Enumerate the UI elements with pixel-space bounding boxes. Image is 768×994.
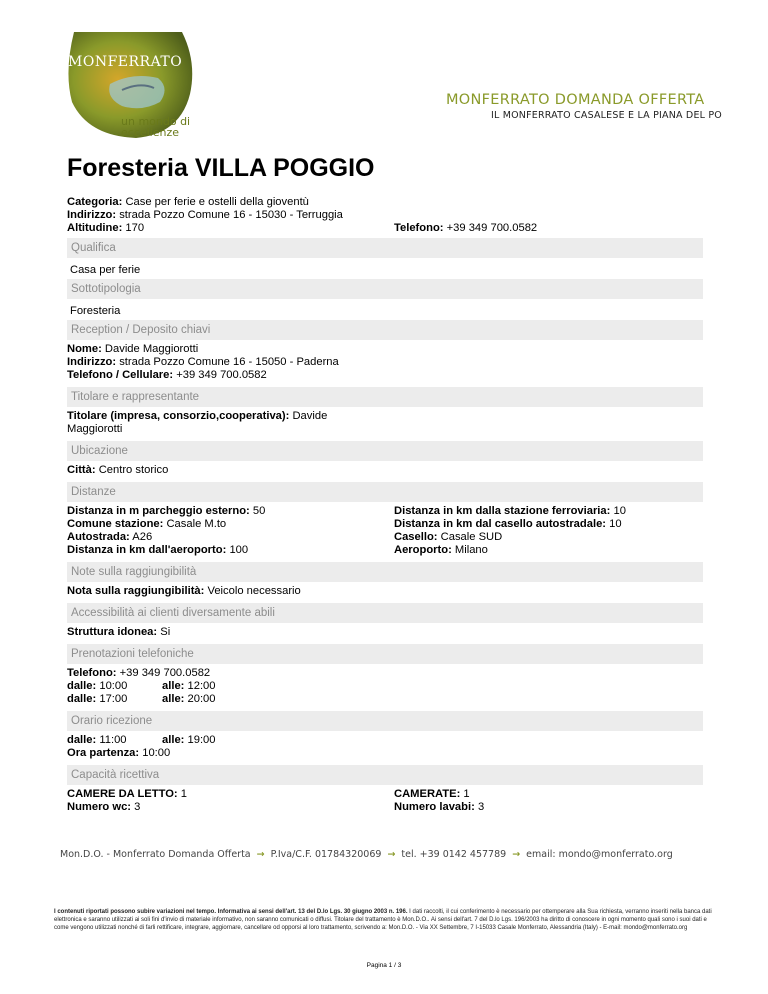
stazione-value: 10 bbox=[613, 505, 626, 517]
titolare-label: Titolare (impresa, consorzio,cooperativa): bbox=[67, 410, 290, 422]
reception-nome-value: Davide Maggiorotti bbox=[104, 343, 199, 355]
aeroporto-km-label: Distanza in km dall'aeroporto: bbox=[67, 544, 227, 556]
autostrada-row bbox=[67, 531, 152, 545]
indirizzo-value: strada Pozzo Comune 16 - 15030 - Terruggia bbox=[119, 209, 343, 221]
note-row bbox=[67, 585, 301, 599]
slot2-to: 20:00 bbox=[187, 693, 216, 705]
categoria-row bbox=[67, 196, 309, 210]
camerate-label: CAMERATE: bbox=[394, 788, 461, 800]
page-number: Pagina 1 / 3 bbox=[366, 962, 402, 969]
wc-value: 3 bbox=[134, 801, 141, 813]
telefono-row bbox=[394, 222, 537, 236]
reception-nome-row bbox=[67, 343, 198, 357]
orario-dalle-label: dalle: bbox=[67, 734, 97, 746]
casello-km-row bbox=[394, 518, 622, 532]
titolare-value-last: Maggiorotti bbox=[67, 423, 123, 435]
telefono-value: +39 349 700.0582 bbox=[446, 222, 538, 234]
autostrada-value: A26 bbox=[132, 531, 153, 543]
footer-tel: tel. +39 0142 457789 bbox=[401, 849, 507, 860]
prenotazioni-telefono-label: Telefono: bbox=[67, 667, 117, 679]
parcheggio-label: Distanza in m parcheggio esterno: bbox=[67, 505, 250, 517]
reception-indirizzo-row bbox=[67, 356, 339, 370]
struttura-idonea-value: Si bbox=[160, 626, 171, 638]
alle-label: alle: bbox=[162, 693, 185, 705]
footer-org: Mon.D.O. - Monferrato Domanda Offerta bbox=[60, 849, 251, 860]
camere-row bbox=[67, 788, 187, 802]
categoria-value: Case per ferie e ostelli della gioventù bbox=[125, 196, 309, 208]
footer-piva: P.Iva/C.F. 01784320069 bbox=[270, 849, 382, 860]
orario-dalle-value: 11:00 bbox=[99, 734, 127, 746]
slot1-to-row bbox=[162, 680, 216, 694]
section-ubicazione: Ubicazione bbox=[67, 441, 703, 461]
reception-telefono-value: +39 349 700.0582 bbox=[176, 369, 267, 381]
note-value: Veicolo necessario bbox=[207, 585, 301, 597]
wc-label: Numero wc: bbox=[67, 801, 132, 813]
section-sottotipologia: Sottotipologia bbox=[67, 279, 703, 299]
ubicazione-row bbox=[67, 464, 168, 478]
camerate-value: 1 bbox=[463, 788, 470, 800]
orario-alle-row bbox=[162, 734, 216, 748]
dalle-label: dalle: bbox=[67, 680, 97, 692]
section-qualifica: Qualifica bbox=[67, 238, 703, 258]
aeroporto-row bbox=[394, 544, 488, 558]
comune-stazione-value: Casale M.to bbox=[166, 518, 227, 530]
disclaimer-bold: I contenuti riportati possono subire variazioni nel tempo. Informativa ai sensi dell'art. 13 del D.lo Lgs. 30 giugno 2003 n. 196. bbox=[54, 909, 408, 915]
arrow-icon: → bbox=[387, 849, 396, 860]
orario-dalle-row bbox=[67, 734, 127, 748]
section-capacita: Capacità ricettiva bbox=[67, 765, 703, 785]
section-accessibilita: Accessibilità ai clienti diversamente abili bbox=[67, 603, 703, 623]
aeroporto-km-row bbox=[67, 544, 248, 558]
reception-indirizzo-value: strada Pozzo Comune 16 - 15050 - Paderna bbox=[119, 356, 339, 368]
section-titolare: Titolare e rappresentante bbox=[67, 387, 703, 407]
citta-value: Centro storico bbox=[98, 464, 169, 476]
slot1-to: 12:00 bbox=[187, 680, 216, 692]
titolare-value-first: Davide bbox=[292, 410, 328, 422]
camerate-row bbox=[394, 788, 470, 802]
aeroporto-km-value: 100 bbox=[229, 544, 249, 556]
orario-alle-value: 19:00 bbox=[187, 734, 216, 746]
casello-label: Casello: bbox=[394, 531, 438, 543]
comune-stazione-label: Comune stazione: bbox=[67, 518, 164, 530]
telefono-label: Telefono: bbox=[394, 222, 444, 234]
section-reception: Reception / Deposito chiavi bbox=[67, 320, 703, 340]
page-title: Foresteria VILLA POGGIO bbox=[67, 154, 375, 182]
titolare-row bbox=[67, 410, 327, 424]
partenza-value: 10:00 bbox=[142, 747, 171, 759]
footer-contacts bbox=[60, 849, 673, 860]
qualifica-value: Casa per ferie bbox=[70, 264, 141, 276]
indirizzo-row bbox=[67, 209, 343, 223]
camere-value: 1 bbox=[180, 788, 187, 800]
disclaimer-text: I dati raccolti, il cui conferimento è necessario per ottemperare alla Sua richiesta, verranno inseriti nella banca dati elettronica e saranno utilizzati ai soli fini d'invio di materiale informativo, non saranno comunicati o diffusi. Titolare del trattamento è Mon.D.O.. Ai sensi dell'art. 7 del D.lo Lgs. 196/2003 ha diritto di conoscere in ogni momento quali sono i suoi dati e come vengono utilizzati nonché di farli rettificare, integrare, aggiornare, cancellare od opporsi al loro trattamento, scrivendo a: Mon.D.O. - Via XX Settembre, 7 I-15033 Casale Monferrato, Alessandria (Italy) - E-mail: mondo@monferrato.org bbox=[54, 909, 712, 931]
section-note: Note sulla raggiungibilità bbox=[67, 562, 703, 582]
altitudine-label: Altitudine: bbox=[67, 222, 123, 234]
lavabi-row bbox=[394, 801, 484, 815]
dalle-label: dalle: bbox=[67, 693, 97, 705]
disclaimer bbox=[54, 908, 714, 932]
casello-km-value: 10 bbox=[609, 518, 622, 530]
reception-nome-label: Nome: bbox=[67, 343, 102, 355]
lavabi-value: 3 bbox=[477, 801, 485, 813]
casello-value: Casale SUD bbox=[440, 531, 503, 543]
accessibilita-row bbox=[67, 626, 170, 640]
stazione-row bbox=[394, 505, 626, 519]
slot1-from-row bbox=[67, 680, 127, 694]
footer-email[interactable]: email: mondo@monferrato.org bbox=[526, 849, 673, 860]
logo-tagline: un mondo di eccellenze bbox=[121, 115, 191, 139]
section-orario: Orario ricezione bbox=[67, 711, 703, 731]
parcheggio-value: 50 bbox=[252, 505, 266, 517]
reception-indirizzo-label: Indirizzo: bbox=[67, 356, 117, 368]
wc-row bbox=[67, 801, 140, 815]
partenza-label: Ora partenza: bbox=[67, 747, 140, 759]
slot2-to-row bbox=[162, 693, 216, 707]
autostrada-label: Autostrada: bbox=[67, 531, 130, 543]
lavabi-label: Numero lavabi: bbox=[394, 801, 475, 813]
aeroporto-value: Milano bbox=[454, 544, 488, 556]
arrow-icon: → bbox=[512, 849, 521, 860]
aeroporto-label: Aeroporto: bbox=[394, 544, 452, 556]
logo-wordmark: MONFERRATO bbox=[68, 54, 183, 70]
slot1-from: 10:00 bbox=[99, 680, 128, 692]
indirizzo-label: Indirizzo: bbox=[67, 209, 117, 221]
casello-row bbox=[394, 531, 502, 545]
comune-stazione-row bbox=[67, 518, 226, 532]
arrow-icon: → bbox=[256, 849, 265, 860]
prenotazioni-telefono-row bbox=[67, 667, 210, 681]
sottotipologia-value: Foresteria bbox=[70, 305, 121, 317]
casello-km-label: Distanza in km dal casello autostradale: bbox=[394, 518, 607, 530]
categoria-label: Categoria: bbox=[67, 196, 123, 208]
altitudine-row bbox=[67, 222, 144, 236]
reception-telefono-label: Telefono / Cellulare: bbox=[67, 369, 174, 381]
citta-label: Città: bbox=[67, 464, 96, 476]
section-prenotazioni: Prenotazioni telefoniche bbox=[67, 644, 703, 664]
slot2-from-row bbox=[67, 693, 127, 707]
parcheggio-row bbox=[67, 505, 265, 519]
alle-label: alle: bbox=[162, 680, 185, 692]
brand-subtitle: IL MONFERRATO CASALESE E LA PIANA DEL PO bbox=[491, 110, 722, 121]
slot2-from: 17:00 bbox=[99, 693, 128, 705]
camere-label: CAMERE DA LETTO: bbox=[67, 788, 178, 800]
altitudine-value: 170 bbox=[125, 222, 145, 234]
section-distanze: Distanze bbox=[67, 482, 703, 502]
orario-alle-label: alle: bbox=[162, 734, 185, 746]
partenza-row bbox=[67, 747, 170, 761]
struttura-idonea-label: Struttura idonea: bbox=[67, 626, 158, 638]
brand-title: MONFERRATO DOMANDA OFFERTA bbox=[446, 92, 705, 108]
prenotazioni-telefono-value: +39 349 700.0582 bbox=[119, 667, 211, 679]
stazione-label: Distanza in km dalla stazione ferroviaria: bbox=[394, 505, 611, 517]
note-label: Nota sulla raggiungibilità: bbox=[67, 585, 205, 597]
reception-telefono-row bbox=[67, 369, 267, 383]
